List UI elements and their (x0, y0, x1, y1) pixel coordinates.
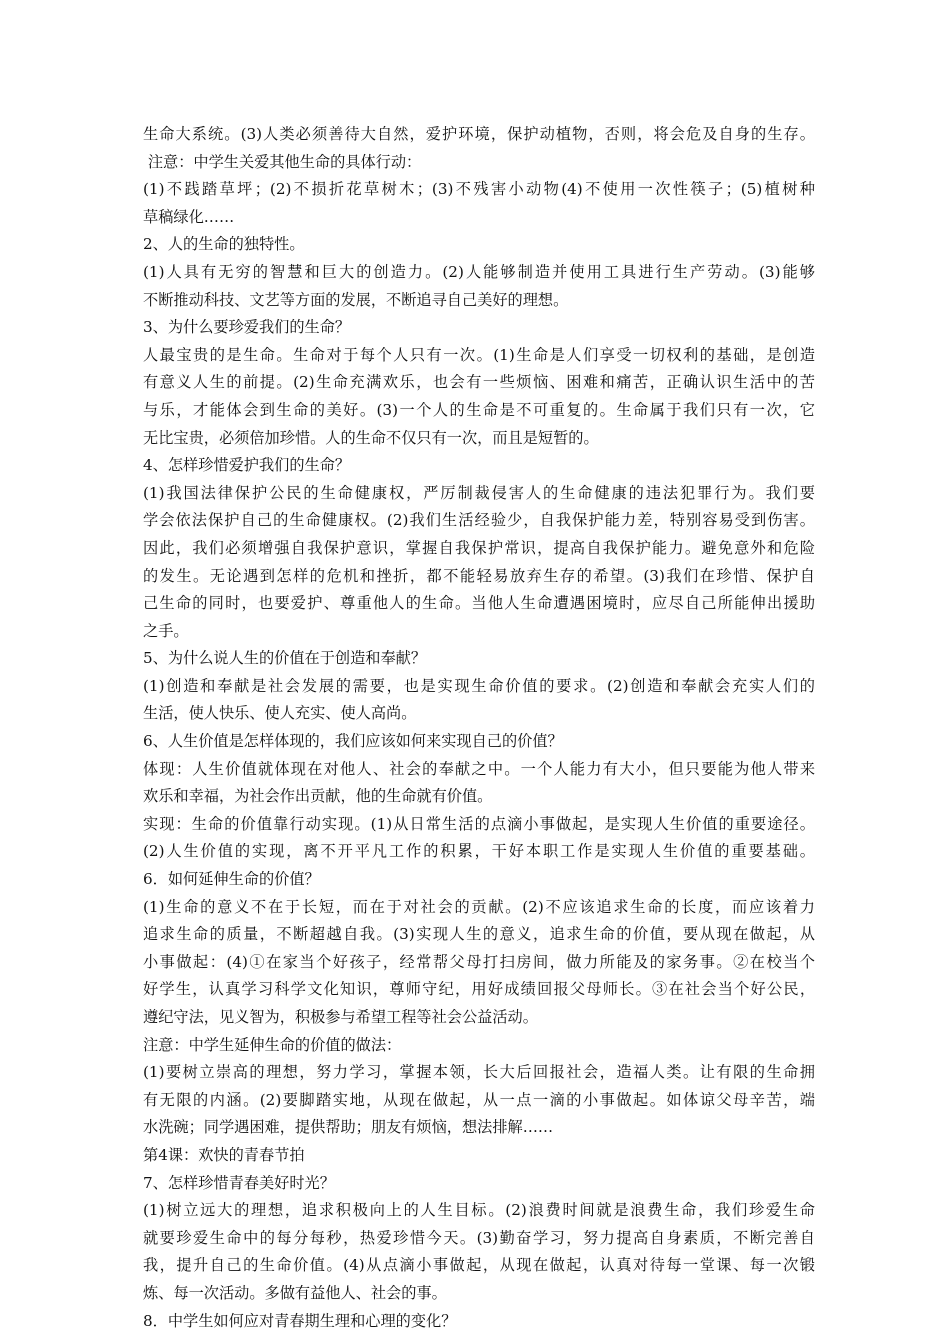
text-line: (1)不践踏草坪；(2)不损折花草树木；(3)不残害小动物(4)不使用一次性筷子；(5)植树种 (143, 180, 815, 199)
text-line: 己生命的同时，也要爱护、尊重他人的生命。当他人生命遭遇困境时，应尽自己所能伸出援助 (143, 594, 815, 613)
text-line: 我，提升自己的生命价值。(4)从点滴小事做起，从现在做起，认真对待每一堂课、每一次锻 (143, 1256, 815, 1275)
text-line: 注意：中学生延伸生命的价值的做法： (143, 1035, 402, 1054)
text-line: 人最宝贵的是生命。生命对于每个人只有一次。(1)生命是人们享受一切权利的基础，是创造 (143, 345, 815, 364)
text-line: 与乐，才能体会到生命的美好。(3)一个人的生命是不可重复的。生命属于我们只有一次，它 (143, 400, 815, 419)
text-line: (1)生命的意义不在于长短，而在于对社会的贡献。(2)不应该追求生命的长度，而应该着力 (143, 897, 815, 916)
text-line: 实现：生命的价值靠行动实现。(1)从日常生活的点滴小事做起，是实现人生价值的重要途径。 (143, 814, 815, 833)
text-line: 小事做起：(4)①在家当个好孩子，经常帮父母打扫房间，做力所能及的家务事。②在校当个 (143, 952, 815, 971)
text-line: 有无限的内涵。(2)要脚踏实地，从现在做起，从一点一滴的小事做起。如体谅父母辛苦，端 (143, 1090, 815, 1109)
section-heading: 2、人的生命的独特性。 (143, 235, 305, 254)
text-line: 炼、每一次活动。多做有益他人、社会的事。 (143, 1283, 447, 1302)
section-heading: 8．中学生如何应对青春期生理和心理的变化？ (143, 1311, 457, 1330)
text-line: 有意义人生的前提。(2)生命充满欢乐，也会有一些烦恼、困难和痛苦，正确认识生活中的苦 (143, 373, 815, 392)
section-heading: 3、为什么要珍爱我们的生命？ (143, 318, 351, 337)
text-line: (1)要树立崇高的理想，努力学习，掌握本领，长大后回报社会，造福人类。让有限的生命拥 (143, 1063, 815, 1082)
section-heading: 6、人生价值是怎样体现的，我们应该如何来实现自己的价值？ (143, 732, 563, 751)
text-line: 好学生，认真学习科学文化知识，尊师守纪，用好成绩回报父母师长。③在社会当个好公民， (143, 980, 815, 999)
text-line: 因此，我们必须增强自我保护意识，掌握自我保护常识，提高自我保护能力。避免意外和危险 (143, 538, 815, 557)
text-line: (1)我国法律保护公民的生命健康权，严厉制裁侵害人的生命健康的违法犯罪行为。我们要 (143, 483, 815, 502)
text-line: 无比宝贵，必须倍加珍惜。人的生命不仅只有一次，而且是短暂的。 (143, 428, 599, 447)
section-heading: 4、怎样珍惜爱护我们的生命？ (143, 456, 351, 475)
section-heading: 6．如何延伸生命的价值？ (143, 870, 320, 889)
text-line: 之手。 (143, 621, 189, 640)
text-line: 就要珍爱生命中的每分每秒，热爱珍惜今天。(3)勤奋学习，努力提高自身素质，不断完善自 (143, 1228, 815, 1247)
text-line: 生活，使人快乐、使人充实、使人高尚。 (143, 704, 417, 723)
text-line: (1)创造和奉献是社会发展的需要，也是实现生命价值的要求。(2)创造和奉献会充实人们的 (143, 676, 815, 695)
lesson-heading: 第4课：欢快的青春节拍 (143, 1145, 305, 1164)
text-line: 追求生命的质量，不断超越自我。(3)实现人生的意义，追求生命的价值，要从现在做起，从 (143, 925, 815, 944)
document-page (143, 121, 815, 1335)
text-line: (2)人生价值的实现，离不开平凡工作的积累，干好本职工作是实现人生价值的重要基础。 (143, 842, 815, 861)
text-line: 水洗碗；同学遇困难，提供帮助；朋友有烦恼，想法排解…… (143, 1118, 554, 1137)
section-heading: 5、为什么说人生的价值在于创造和奉献？ (143, 649, 427, 668)
text-line: 草稿绿化…… (143, 207, 235, 226)
text-line: 的发生。无论遇到怎样的危机和挫折，都不能轻易放弃生存的希望。(3)我们在珍惜、保护自 (143, 566, 815, 585)
text-line: 欢乐和幸福，为社会作出贡献，他的生命就有价值。 (143, 787, 493, 806)
text-line: 注意：中学生关爱其他生命的具体行动： (143, 152, 422, 171)
text-line: (1)树立远大的理想，追求积极向上的人生目标。(2)浪费时间就是浪费生命，我们珍爱生命 (143, 1201, 815, 1220)
text-line: 遵纪守法，见义智为，积极参与希望工程等社会公益活动。 (143, 1008, 538, 1026)
text-line: 学会依法保护自己的生命健康权。(2)我们生活经验少，自我保护能力差，特别容易受到伤害。 (143, 511, 815, 530)
text-line: 体现：人生价值就体现在对他人、社会的奉献之中。一个人能力有大小，但只要能为他人带来 (143, 759, 815, 778)
text-line: (1)人具有无穷的智慧和巨大的创造力。(2)人能够制造并使用工具进行生产劳动。(3)能够 (143, 262, 815, 281)
text-line: 生命大系统。(3)人类必须善待大自然，爱护环境，保护动植物，否则，将会危及自身的生存。 (143, 125, 815, 143)
text-line: 不断推动科技、文艺等方面的发展，不断追寻自己美好的理想。 (143, 290, 569, 309)
section-heading: 7、怎样珍惜青春美好时光？ (143, 1173, 335, 1192)
